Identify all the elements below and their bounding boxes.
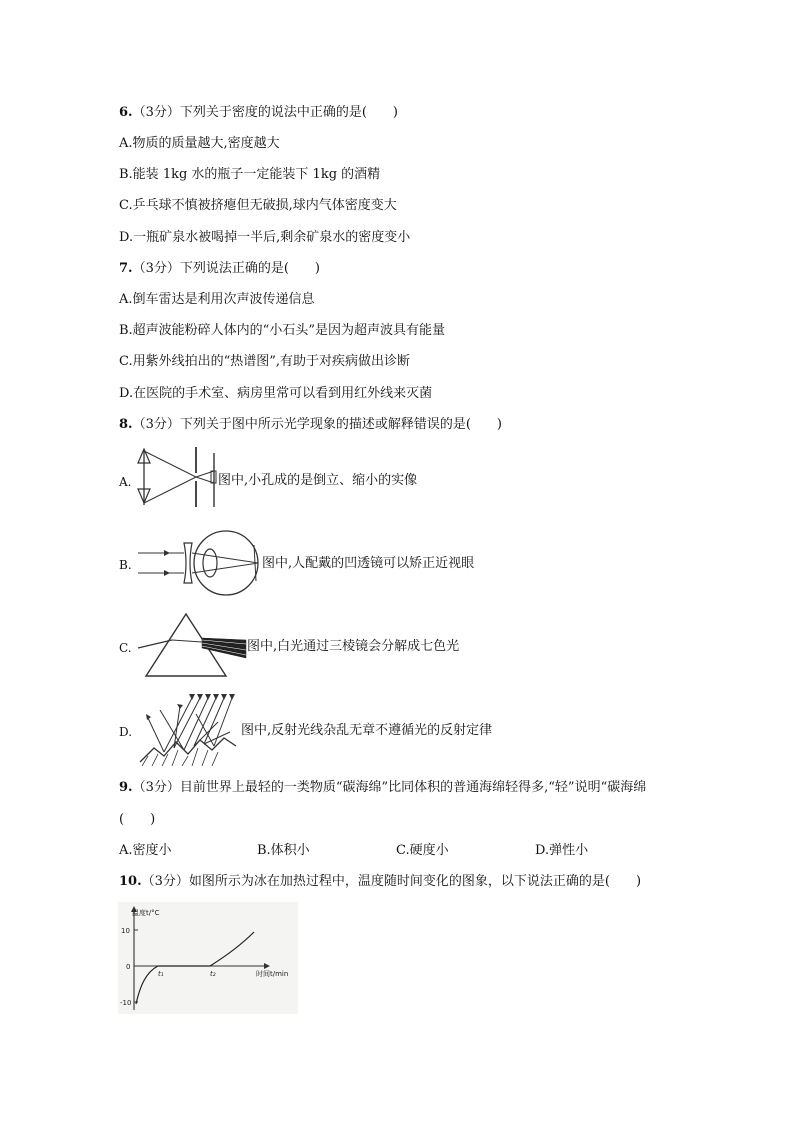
q9-choice-d: D.弹性小 [535, 843, 589, 858]
temperature-time-graph [118, 902, 298, 1014]
graph-ytick-neg10: -10 [120, 999, 132, 1007]
q8-option-d-text: 图中,反射光线杂乱无章不遵循光的反射定律 [241, 723, 493, 738]
q8-option-b-text: 图中,人配戴的凹透镜可以矫正近视眼 [262, 556, 475, 571]
q7-stem-text: （3分）下列说法正确的是( ) [132, 261, 320, 276]
q6-number: 6. [119, 105, 133, 120]
q8-stem-text: （3分）下列关于图中所示光学现象的描述或解释错误的是( ) [132, 417, 502, 432]
graph-xtick-t2: t₂ [210, 970, 216, 978]
concave-lens-eye-figure [134, 527, 262, 599]
q8-option-d-label: D. [119, 725, 133, 739]
q9-stem-text: （3分）目前世界上最轻的一类物质“碳海绵”比同体积的普通海绵轻得多,“轻”说明“碳海绵 [132, 780, 647, 795]
graph-ylabel: 温度t/°C [132, 909, 160, 917]
graph-ytick-0: 0 [126, 963, 131, 971]
q6-option-a: A.物质的质量越大,密度越大 [119, 136, 280, 151]
diffuse-reflection-figure [134, 692, 240, 766]
graph-ytick-10: 10 [121, 927, 130, 935]
q9-number: 9. [119, 780, 133, 795]
prism-figure [134, 610, 248, 682]
q6-stem [119, 104, 398, 122]
q7-option-b: B.超声波能粉碎人体内的“小石头”是因为超声波具有能量 [119, 323, 445, 338]
pinhole-camera-figure [134, 443, 218, 511]
q7-number: 7. [119, 261, 133, 276]
q9-choice-b: B.体积小 [257, 843, 310, 858]
q8-option-a-label: A. [119, 475, 132, 489]
q7-stem [119, 260, 320, 278]
q7-option-d: D.在医院的手术室、病房里常可以看到用红外线来灭菌 [119, 386, 433, 401]
q6-stem-text: （3分）下列关于密度的说法中正确的是( ) [132, 105, 398, 120]
q8-option-b-label: B. [119, 558, 132, 572]
q10-stem [119, 873, 641, 891]
q9-stem-continued: ( ) [119, 812, 156, 827]
q10-number: 10. [119, 874, 142, 889]
q8-stem [119, 416, 502, 434]
graph-xtick-t1: t₁ [158, 970, 164, 978]
q8-number: 8. [119, 417, 133, 432]
q9-choice-c: C.硬度小 [396, 843, 449, 858]
q6-option-b: B.能装 1kg 水的瓶子一定能装下 1kg 的酒精 [119, 167, 381, 182]
q8-option-a-text: 图中,小孔成的是倒立、缩小的实像 [218, 473, 418, 488]
q9-stem [119, 779, 646, 797]
q6-option-c: C.乒乓球不慎被挤瘪但无破损,球内气体密度变大 [119, 198, 397, 213]
q10-stem-text: （3分）如图所示为冰在加热过程中，温度随时间变化的图象，以下说法正确的是( ) [141, 874, 642, 889]
graph-xlabel: 时间t/min [256, 970, 289, 978]
q7-option-a: A.倒车雷达是利用次声波传递信息 [119, 292, 315, 307]
q8-option-c-label: C. [119, 641, 132, 655]
q6-option-d: D.一瓶矿泉水被喝掉一半后,剩余矿泉水的密度变小 [119, 230, 411, 245]
q8-option-c-text: 图中,白光通过三棱镜会分解成七色光 [247, 639, 460, 654]
q7-option-c: C.用紫外线拍出的“热谱图”,有助于对疾病做出诊断 [119, 354, 411, 369]
q9-choice-a: A.密度小 [119, 843, 172, 858]
